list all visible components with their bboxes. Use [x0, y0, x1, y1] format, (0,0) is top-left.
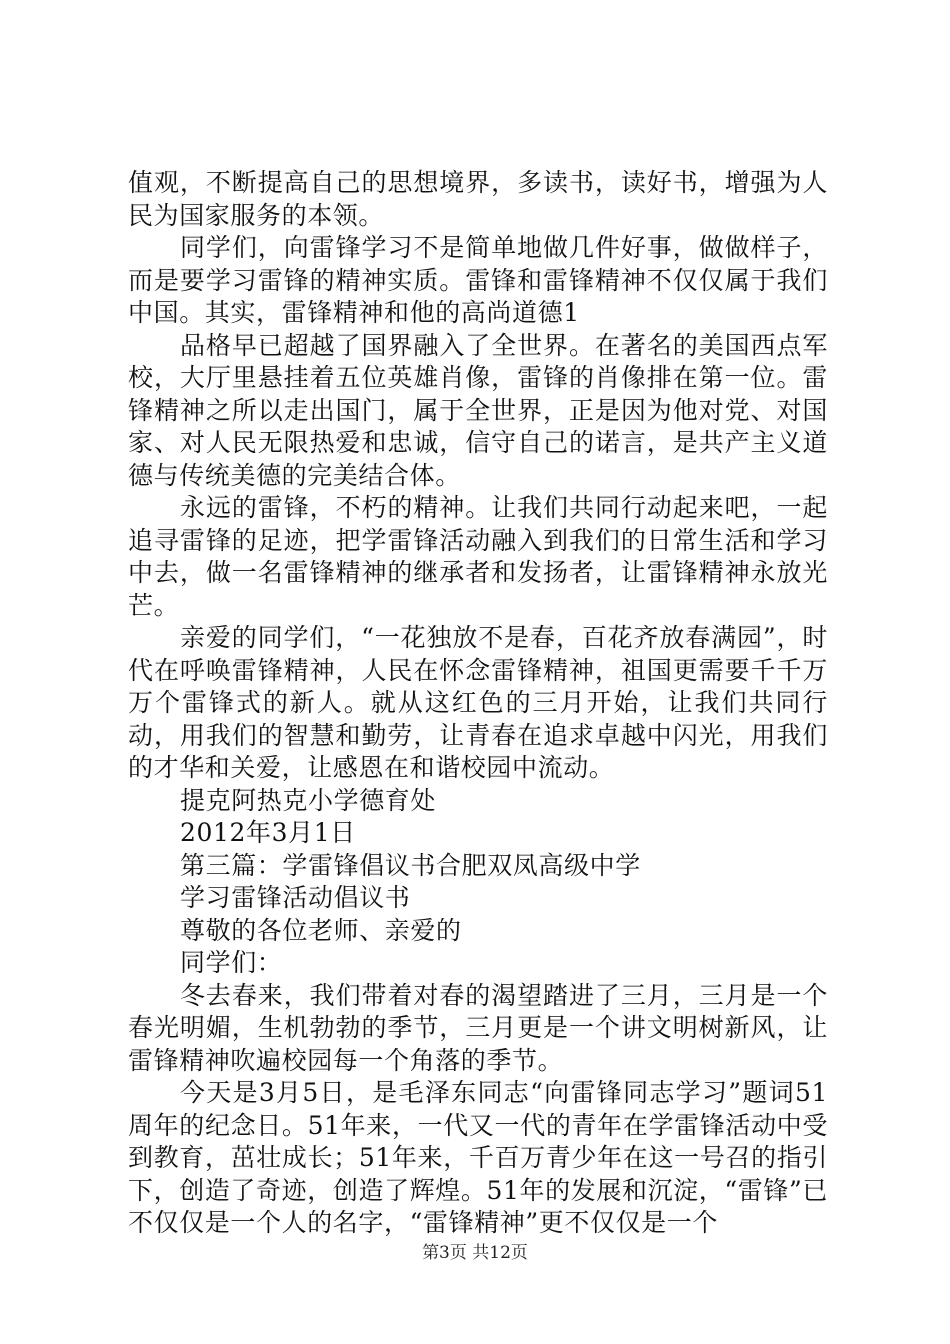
signature-line: 提克阿热克小学德育处: [180, 785, 437, 815]
paragraph-1: 值观，不断提高自己的思想境界，多读书，读好书，增强为人民为国家服务的本领。: [128, 168, 828, 230]
paragraph-2: 同学们，向雷锋学习不是简单地做几件好事，做做样子，而是要学习雷锋的精神实质。雷锋和雷锋精神不仅仅属于我们中国。其实，雷锋精神和他的高尚道德1: [128, 233, 828, 327]
paragraph-6: 冬去春来，我们带着对春的渴望踏进了三月，三月是一个春光明媚，生机勃勃的季节，三月更是一个讲文明树新风，让雷锋精神吹遍校园每一个角落的季节。: [128, 980, 828, 1075]
salutation-line-2: 同学们：: [180, 948, 283, 977]
paragraph-4: 永远的雷锋，不朽的精神。让我们共同行动起来吧，一起追寻雷锋的足迹，把学雷锋活动融入到我们的日常生活和学习中去，做一名雷锋精神的继承者和发扬者，让雷锋精神永放光芒。: [128, 493, 828, 620]
document-body: [128, 167, 828, 1240]
paragraph-7: 今天是3月5日，是毛泽东同志“向雷锋同志学习”题词51周年的纪念日。51年来，一代又一代的青年在学雷锋活动中受到教育，茁壮成长；51年来，千百万青少年在这一号召的指引下，创造了奇迹，创造了辉煌。51年的发展和沉淀，“雷锋”已不仅仅是一个人的名字，“雷锋精神”更不仅仅是一个: [128, 1078, 828, 1237]
page-footer: 第3页 共12页: [422, 1243, 528, 1263]
paragraph-5: 亲爱的同学们，“一花独放不是春，百花齐放春满园”，时代在呼唤雷锋精神，人民在怀念雷锋精神，祖国更需要千千万万个雷锋式的新人。就从这红色的三月开始，让我们共同行动，用我们的智慧和勤劳，让青春在追求卓越中闪光，用我们的才华和关爱，让感恩在和谐校园中流动。: [128, 623, 828, 782]
proposal-title: 学习雷锋活动倡议书: [180, 883, 411, 912]
paragraph-3: 品格早已超越了国界融入了全世界。在著名的美国西点军校，大厅里悬挂着五位英雄肖像，雷锋的肖像排在第一位。雷锋精神之所以走出国门，属于全世界，正是因为他对党、对国家、对人民无限热爱和忠诚，信守自己的诺言，是共产主义道德与传统美德的完美结合体。: [128, 330, 828, 490]
salutation-line-1: 尊敬的各位老师、亲爱的: [180, 915, 462, 945]
section-title: 第三篇：学雷锋倡议书合肥双凤高级中学: [180, 850, 641, 880]
date-line: 2012年3月1日: [180, 818, 356, 847]
